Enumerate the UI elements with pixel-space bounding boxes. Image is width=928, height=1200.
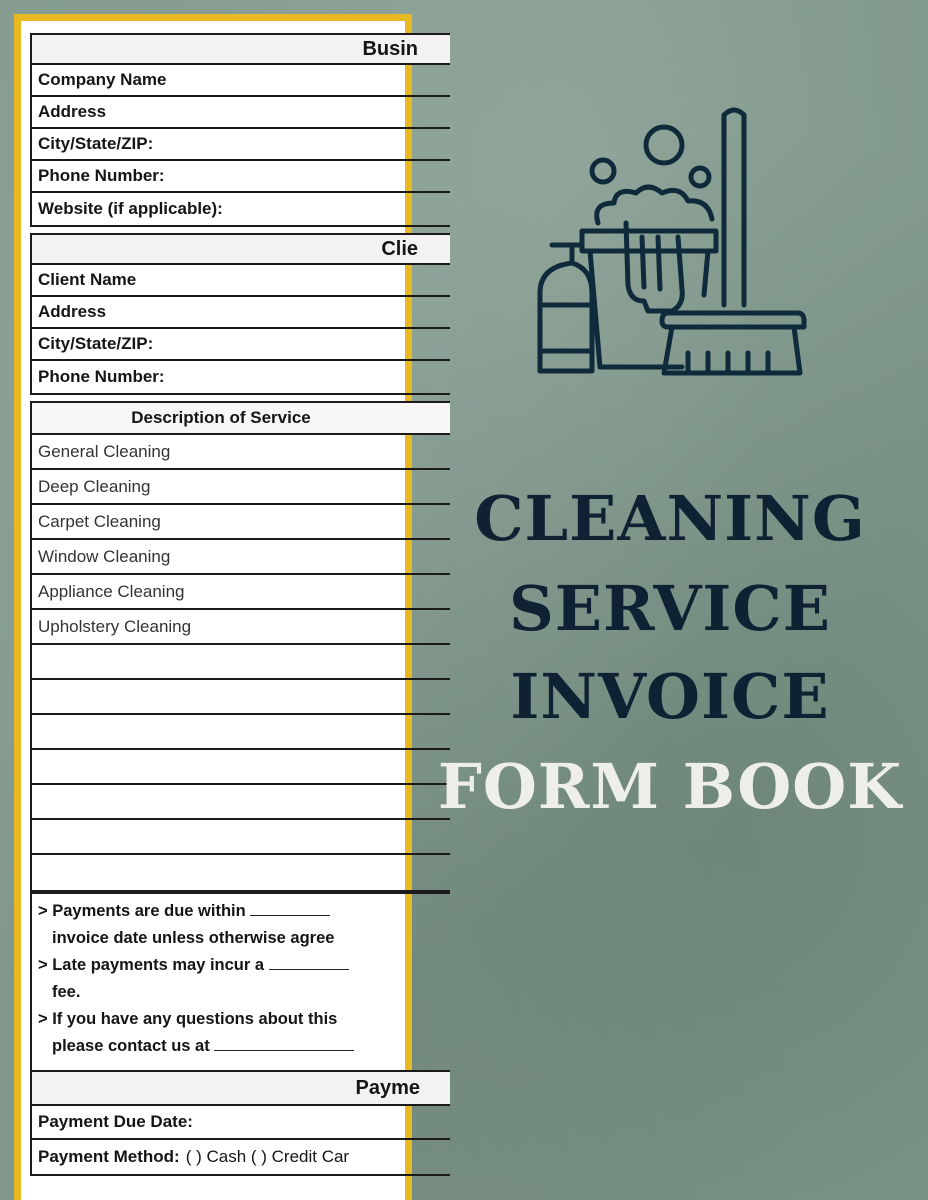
terms-line bbox=[38, 898, 450, 925]
terms-text: > If you have any questions about this bbox=[38, 1010, 338, 1028]
cover-title-line-3: INVOICE bbox=[510, 660, 830, 733]
terms-line bbox=[38, 952, 450, 979]
service-item: Appliance Cleaning bbox=[32, 575, 450, 610]
service-item: Upholstery Cleaning bbox=[32, 610, 450, 645]
cover-title-line-2: SERVICE bbox=[508, 572, 832, 645]
bubble-icon bbox=[646, 127, 682, 163]
payment-method-label: Payment Method: bbox=[38, 1147, 180, 1166]
cover-title-line-1: CLEANING bbox=[474, 482, 866, 555]
service-blank-row bbox=[32, 645, 450, 680]
client-field-phone: Phone Number: bbox=[38, 367, 165, 386]
payment-header: Payme bbox=[32, 1072, 450, 1106]
service-item: Window Cleaning bbox=[32, 540, 450, 575]
business-section bbox=[30, 33, 450, 227]
cover-title-line-4: FORM BOOK bbox=[437, 750, 903, 823]
business-field-company: Company Name bbox=[32, 65, 450, 97]
service-item: Deep Cleaning bbox=[32, 470, 450, 505]
terms-line bbox=[38, 1033, 450, 1060]
payment-section bbox=[30, 1070, 450, 1176]
service-section bbox=[30, 401, 450, 892]
invoice-form-page bbox=[14, 14, 420, 1200]
service-item: Carpet Cleaning bbox=[32, 505, 450, 540]
service-blank-row bbox=[32, 785, 450, 820]
client-field-address: Address bbox=[32, 297, 450, 329]
service-blank-row bbox=[32, 750, 450, 785]
terms-text: > Payments are due within bbox=[38, 902, 246, 920]
client-header: Clie bbox=[32, 235, 450, 265]
blank-line bbox=[250, 902, 330, 916]
terms-text: invoice date unless otherwise agree bbox=[52, 929, 335, 947]
invoice-form bbox=[30, 33, 450, 1182]
terms-text: please contact us at bbox=[52, 1037, 210, 1055]
payment-terms bbox=[30, 892, 450, 1070]
business-field-website: Website (if applicable): bbox=[38, 199, 223, 218]
client-field-name: Client Name bbox=[32, 265, 450, 297]
service-blank-row bbox=[32, 715, 450, 750]
client-section bbox=[30, 233, 450, 395]
business-field-phone: Phone Number: bbox=[32, 161, 450, 193]
terms-text: > Late payments may incur a bbox=[38, 956, 265, 974]
service-header: Description of Service bbox=[32, 403, 450, 435]
payment-method-row bbox=[32, 1140, 450, 1174]
payment-method-options: ( ) Cash ( ) Credit Car bbox=[185, 1147, 350, 1166]
business-header: Busin bbox=[32, 35, 450, 65]
service-blank-row bbox=[32, 855, 450, 890]
business-field-city: City/State/ZIP: bbox=[32, 129, 450, 161]
blank-line bbox=[214, 1037, 354, 1051]
business-field-address: Address bbox=[32, 97, 450, 129]
client-field-city: City/State/ZIP: bbox=[32, 329, 450, 361]
service-blank-row bbox=[32, 680, 450, 715]
service-blank-row bbox=[32, 820, 450, 855]
terms-text: fee. bbox=[52, 983, 81, 1001]
service-item: General Cleaning bbox=[32, 435, 450, 470]
cleaning-supplies-icon bbox=[532, 105, 812, 390]
blank-line bbox=[269, 956, 349, 970]
payment-due-date: Payment Due Date: bbox=[32, 1106, 450, 1140]
